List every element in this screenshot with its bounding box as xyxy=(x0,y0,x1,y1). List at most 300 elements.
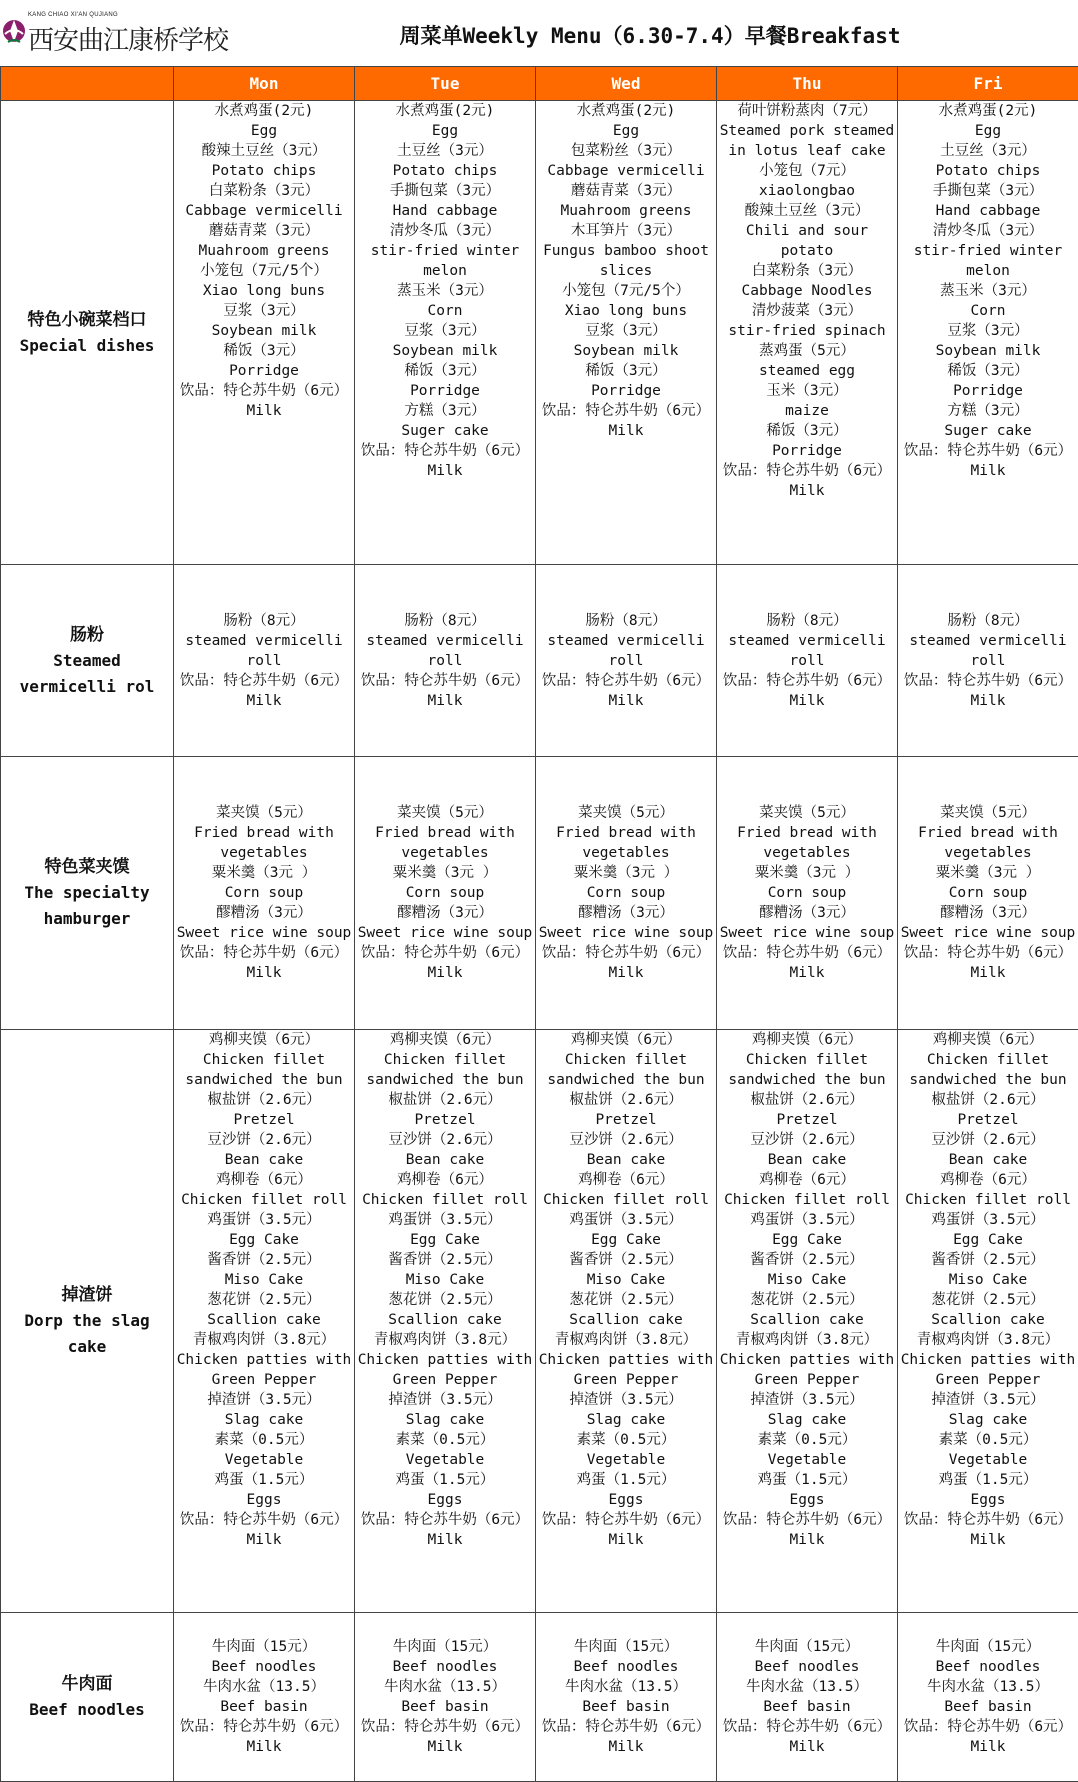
category-name-en: The specialty hamburger xyxy=(1,880,173,932)
menu-item: Chicken fillet roll xyxy=(355,1190,535,1210)
menu-item: 酱香饼（2.5元） xyxy=(174,1250,354,1270)
menu-item: 牛肉水盆（13.5） xyxy=(174,1677,354,1697)
menu-item: 醪糟汤（3元） xyxy=(355,903,535,923)
category-cell xyxy=(1,1030,174,1613)
menu-cell xyxy=(898,1613,1078,1782)
menu-item: Miso Cake xyxy=(355,1270,535,1290)
menu-item: 鸡蛋饼（3.5元） xyxy=(898,1210,1078,1230)
menu-item: Egg Cake xyxy=(174,1230,354,1250)
menu-item: 酱香饼（2.5元） xyxy=(355,1250,535,1270)
menu-item: 鸡蛋（1.5元） xyxy=(717,1470,897,1490)
menu-row xyxy=(1,1613,1078,1782)
menu-item: 菜夹馍（5元） xyxy=(355,803,535,823)
menu-item: Chicken patties with Green Pepper xyxy=(898,1350,1078,1390)
menu-item: 稀饭（3元） xyxy=(355,361,535,381)
menu-item: 饮品：特仑苏牛奶（6元） xyxy=(355,671,535,691)
menu-item: 鸡蛋（1.5元） xyxy=(174,1470,354,1490)
menu-item: 鸡柳夹馍（6元） xyxy=(174,1030,354,1050)
menu-item: Porridge xyxy=(898,381,1078,401)
menu-item: 鸡蛋（1.5元） xyxy=(355,1470,535,1490)
menu-item: Milk xyxy=(355,461,535,481)
menu-item: Muahroom greens xyxy=(536,201,716,221)
menu-item: 素菜（0.5元） xyxy=(536,1430,716,1450)
menu-item: Corn soup xyxy=(898,883,1078,903)
menu-item: Chicken fillet sandwiched the bun xyxy=(355,1050,535,1090)
menu-item: Beef noodles xyxy=(174,1657,354,1677)
menu-item: 醪糟汤（3元） xyxy=(717,903,897,923)
menu-item: Beef basin xyxy=(174,1697,354,1717)
menu-item: 素菜（0.5元） xyxy=(174,1430,354,1450)
menu-item: Vegetable xyxy=(174,1450,354,1470)
menu-item: 掉渣饼（3.5元） xyxy=(174,1390,354,1410)
menu-cell xyxy=(898,1030,1078,1613)
menu-cell xyxy=(536,757,717,1030)
category-name-en: Dorp the slag cake xyxy=(1,1308,173,1360)
menu-item: Vegetable xyxy=(355,1450,535,1470)
menu-item: Milk xyxy=(174,691,354,711)
page-title: 周菜单Weekly Menu（6.30-7.4）早餐Breakfast xyxy=(250,20,1050,50)
menu-item: 肠粉（8元） xyxy=(717,611,897,631)
day-header: Wed xyxy=(536,67,717,101)
menu-item: 鸡蛋饼（3.5元） xyxy=(717,1210,897,1230)
menu-item: Milk xyxy=(717,1737,897,1757)
menu-item: 青椒鸡肉饼（3.8元） xyxy=(536,1330,716,1350)
menu-item: Corn soup xyxy=(355,883,535,903)
menu-item: Cabbage vermicelli xyxy=(536,161,716,181)
menu-item: Sweet rice wine soup xyxy=(355,923,535,943)
menu-item: 蒸玉米（3元） xyxy=(355,281,535,301)
menu-item: 饮品：特仑苏牛奶（6元） xyxy=(898,943,1078,963)
menu-item: 鸡蛋饼（3.5元） xyxy=(536,1210,716,1230)
menu-item: Bean cake xyxy=(898,1150,1078,1170)
menu-item: 清炒冬瓜（3元） xyxy=(898,221,1078,241)
menu-item: Porridge xyxy=(717,441,897,461)
menu-item: 包菜粉丝（3元） xyxy=(536,141,716,161)
menu-item: 清炒菠菜（3元） xyxy=(717,301,897,321)
menu-item: 鸡柳卷（6元） xyxy=(898,1170,1078,1190)
day-header: Tue xyxy=(355,67,536,101)
menu-item: 葱花饼（2.5元） xyxy=(174,1290,354,1310)
menu-item: Bean cake xyxy=(355,1150,535,1170)
menu-item: 饮品：特仑苏牛奶（6元） xyxy=(174,943,354,963)
menu-item: Milk xyxy=(898,691,1078,711)
menu-item: 鸡柳夹馍（6元） xyxy=(536,1030,716,1050)
menu-item: Egg Cake xyxy=(536,1230,716,1250)
menu-item: Eggs xyxy=(536,1490,716,1510)
menu-item: 小笼包（7元/5个） xyxy=(536,281,716,301)
menu-item: Eggs xyxy=(174,1490,354,1510)
menu-item: Pretzel xyxy=(355,1110,535,1130)
menu-item: Suger cake xyxy=(898,421,1078,441)
menu-item: Chicken fillet roll xyxy=(174,1190,354,1210)
menu-item: 椒盐饼（2.6元） xyxy=(536,1090,716,1110)
menu-item: Beef noodles xyxy=(355,1657,535,1677)
menu-item: Beef basin xyxy=(717,1697,897,1717)
menu-item: 肠粉（8元） xyxy=(898,611,1078,631)
menu-item: maize xyxy=(717,401,897,421)
menu-item: 鸡柳夹馍（6元） xyxy=(898,1030,1078,1050)
menu-item: 小笼包（7元/5个） xyxy=(174,261,354,281)
menu-item: 豆沙饼（2.6元） xyxy=(717,1130,897,1150)
menu-cell xyxy=(717,1613,898,1782)
menu-cell xyxy=(717,757,898,1030)
menu-item: Milk xyxy=(174,401,354,421)
menu-item: Soybean milk xyxy=(174,321,354,341)
menu-item: 青椒鸡肉饼（3.8元） xyxy=(355,1330,535,1350)
menu-item: 椒盐饼（2.6元） xyxy=(717,1090,897,1110)
menu-item: 酱香饼（2.5元） xyxy=(717,1250,897,1270)
menu-item: Egg Cake xyxy=(898,1230,1078,1250)
day-header: Fri xyxy=(898,67,1078,101)
menu-item: Miso Cake xyxy=(536,1270,716,1290)
menu-item: Chicken fillet sandwiched the bun xyxy=(717,1050,897,1090)
menu-item: 水煮鸡蛋(2元) xyxy=(355,101,535,121)
category-name-en: Special dishes xyxy=(1,333,173,359)
menu-item: 青椒鸡肉饼（3.8元） xyxy=(717,1330,897,1350)
menu-item: Eggs xyxy=(898,1490,1078,1510)
menu-item: Beef noodles xyxy=(536,1657,716,1677)
menu-item: Fried bread with vegetables xyxy=(898,823,1078,863)
menu-item: 酱香饼（2.5元） xyxy=(536,1250,716,1270)
menu-item: 鸡蛋饼（3.5元） xyxy=(355,1210,535,1230)
menu-item: Milk xyxy=(898,1737,1078,1757)
menu-item: Corn xyxy=(355,301,535,321)
menu-item: 豆浆（3元） xyxy=(536,321,716,341)
menu-item: Egg Cake xyxy=(717,1230,897,1250)
menu-item: Milk xyxy=(355,963,535,983)
menu-item: 饮品：特仑苏牛奶（6元） xyxy=(898,671,1078,691)
menu-item: 椒盐饼（2.6元） xyxy=(898,1090,1078,1110)
menu-item: 鸡柳夹馍（6元） xyxy=(355,1030,535,1050)
menu-item: 鸡蛋（1.5元） xyxy=(898,1470,1078,1490)
menu-item: 掉渣饼（3.5元） xyxy=(355,1390,535,1410)
menu-item: 水煮鸡蛋(2元) xyxy=(536,101,716,121)
menu-item: Xiao long buns xyxy=(536,301,716,321)
menu-item: 小笼包（7元） xyxy=(717,161,897,181)
menu-item: Miso Cake xyxy=(174,1270,354,1290)
menu-item: Chicken fillet roll xyxy=(898,1190,1078,1210)
menu-item: Chicken fillet sandwiched the bun xyxy=(536,1050,716,1090)
menu-item: 土豆丝（3元） xyxy=(355,141,535,161)
menu-item: steamed vermicelli roll xyxy=(898,631,1078,671)
menu-row xyxy=(1,101,1078,565)
menu-cell xyxy=(536,565,717,757)
page-header xyxy=(0,0,1078,66)
menu-item: Chili and sour potato xyxy=(717,221,897,261)
menu-cell xyxy=(536,1613,717,1782)
menu-item: Pretzel xyxy=(717,1110,897,1130)
menu-item: Cabbage vermicelli xyxy=(174,201,354,221)
menu-item: 牛肉水盆（13.5） xyxy=(355,1677,535,1697)
menu-item: 蒸玉米（3元） xyxy=(898,281,1078,301)
category-name-zh: 特色菜夹馍 xyxy=(1,854,173,880)
menu-cell xyxy=(174,565,355,757)
menu-cell xyxy=(536,1030,717,1613)
menu-item: Pretzel xyxy=(536,1110,716,1130)
menu-item: 饮品：特仑苏牛奶（6元） xyxy=(174,1510,354,1530)
menu-item: Porridge xyxy=(355,381,535,401)
school-logo xyxy=(0,6,210,54)
menu-item: Milk xyxy=(174,963,354,983)
menu-item: Chicken patties with Green Pepper xyxy=(174,1350,354,1390)
menu-item: 鸡柳夹馍（6元） xyxy=(717,1030,897,1050)
menu-item: 粟米羹（3元 ） xyxy=(536,863,716,883)
menu-item: Fried bread with vegetables xyxy=(536,823,716,863)
menu-item: 鸡蛋饼（3.5元） xyxy=(174,1210,354,1230)
menu-item: 豆沙饼（2.6元） xyxy=(355,1130,535,1150)
menu-item: Miso Cake xyxy=(898,1270,1078,1290)
category-name-zh: 牛肉面 xyxy=(1,1671,173,1697)
menu-item: 饮品：特仑苏牛奶（6元） xyxy=(174,381,354,401)
menu-item: Potato chips xyxy=(355,161,535,181)
menu-item: Fried bread with vegetables xyxy=(174,823,354,863)
menu-cell xyxy=(174,1030,355,1613)
menu-item: Steamed pork steamed in lotus leaf cake xyxy=(717,121,897,161)
menu-item: Milk xyxy=(355,691,535,711)
menu-item: 椒盐饼（2.6元） xyxy=(174,1090,354,1110)
menu-cell xyxy=(355,1613,536,1782)
menu-item: 饮品：特仑苏牛奶（6元） xyxy=(898,1717,1078,1737)
menu-item: Sweet rice wine soup xyxy=(536,923,716,943)
menu-item: 葱花饼（2.5元） xyxy=(355,1290,535,1310)
menu-item: 酸辣土豆丝（3元） xyxy=(174,141,354,161)
category-name-zh: 特色小碗菜档口 xyxy=(1,307,173,333)
menu-item: Chicken fillet roll xyxy=(717,1190,897,1210)
menu-item: Vegetable xyxy=(536,1450,716,1470)
menu-item: steamed vermicelli roll xyxy=(717,631,897,671)
menu-item: Eggs xyxy=(717,1490,897,1510)
menu-item: Bean cake xyxy=(717,1150,897,1170)
category-name-zh: 掉渣饼 xyxy=(1,1282,173,1308)
category-name-en: Beef noodles xyxy=(1,1697,173,1723)
day-header: Thu xyxy=(717,67,898,101)
menu-item: 掉渣饼（3.5元） xyxy=(898,1390,1078,1410)
menu-item: Bean cake xyxy=(536,1150,716,1170)
menu-item: Corn soup xyxy=(717,883,897,903)
menu-item: 饮品：特仑苏牛奶（6元） xyxy=(174,1717,354,1737)
menu-item: Egg xyxy=(898,121,1078,141)
menu-item: Scallion cake xyxy=(717,1310,897,1330)
menu-item: stir-fried spinach xyxy=(717,321,897,341)
menu-item: Fried bread with vegetables xyxy=(355,823,535,863)
menu-item: 饮品：特仑苏牛奶（6元） xyxy=(717,461,897,481)
menu-item: 饮品：特仑苏牛奶（6元） xyxy=(717,1510,897,1530)
menu-item: Miso Cake xyxy=(717,1270,897,1290)
menu-row xyxy=(1,565,1078,757)
menu-item: 粟米羹（3元 ） xyxy=(898,863,1078,883)
menu-item: Pretzel xyxy=(174,1110,354,1130)
menu-item: 牛肉面（15元） xyxy=(898,1637,1078,1657)
menu-item: Hand cabbage xyxy=(355,201,535,221)
menu-item: Bean cake xyxy=(174,1150,354,1170)
menu-item: 菜夹馍（5元） xyxy=(898,803,1078,823)
menu-item: 椒盐饼（2.6元） xyxy=(355,1090,535,1110)
menu-item: Vegetable xyxy=(717,1450,897,1470)
menu-item: Vegetable xyxy=(898,1450,1078,1470)
menu-item: Eggs xyxy=(355,1490,535,1510)
menu-item: xiaolongbao xyxy=(717,181,897,201)
menu-item: 素菜（0.5元） xyxy=(717,1430,897,1450)
menu-item: Egg xyxy=(355,121,535,141)
menu-item: Milk xyxy=(355,1737,535,1757)
menu-item: 鸡蛋（1.5元） xyxy=(536,1470,716,1490)
menu-item: 饮品：特仑苏牛奶（6元） xyxy=(717,1717,897,1737)
menu-item: Slag cake xyxy=(355,1410,535,1430)
menu-cell xyxy=(717,1030,898,1613)
logo-small-text: KANG CHIAO XI'AN QUJIANG xyxy=(28,12,118,18)
menu-item: 白菜粉条（3元） xyxy=(174,181,354,201)
menu-item: 白菜粉条（3元） xyxy=(717,261,897,281)
menu-item: 稀饭（3元） xyxy=(717,421,897,441)
menu-item: Slag cake xyxy=(898,1410,1078,1430)
menu-item: 饮品：特仑苏牛奶（6元） xyxy=(898,1510,1078,1530)
menu-item: 饮品：特仑苏牛奶（6元） xyxy=(355,1717,535,1737)
menu-item: steamed vermicelli roll xyxy=(355,631,535,671)
logo-school-name: 西安曲江康桥学校 xyxy=(28,20,228,57)
category-cell xyxy=(1,1613,174,1782)
menu-item: Corn soup xyxy=(536,883,716,903)
menu-item: 肠粉（8元） xyxy=(174,611,354,631)
menu-item: 蒸鸡蛋（5元） xyxy=(717,341,897,361)
menu-item: stir-fried winter melon xyxy=(898,241,1078,281)
menu-item: Chicken patties with Green Pepper xyxy=(536,1350,716,1390)
menu-item: 蘑菇青菜（3元） xyxy=(536,181,716,201)
menu-item: Porridge xyxy=(174,361,354,381)
menu-item: Soybean milk xyxy=(536,341,716,361)
menu-item: Egg Cake xyxy=(355,1230,535,1250)
menu-item: 手撕包菜（3元） xyxy=(355,181,535,201)
menu-item: 牛肉面（15元） xyxy=(174,1637,354,1657)
menu-item: 豆浆（3元） xyxy=(355,321,535,341)
menu-cell xyxy=(898,565,1078,757)
menu-item: Milk xyxy=(536,1530,716,1550)
menu-item: 饮品：特仑苏牛奶（6元） xyxy=(717,671,897,691)
menu-item: 豆沙饼（2.6元） xyxy=(898,1130,1078,1150)
menu-item: 掉渣饼（3.5元） xyxy=(536,1390,716,1410)
menu-item: 豆浆（3元） xyxy=(898,321,1078,341)
menu-item: Milk xyxy=(898,963,1078,983)
menu-item: Hand cabbage xyxy=(898,201,1078,221)
menu-item: 醪糟汤（3元） xyxy=(898,903,1078,923)
menu-item: 牛肉面（15元） xyxy=(717,1637,897,1657)
menu-item: 鸡柳卷（6元） xyxy=(717,1170,897,1190)
menu-item: Beef basin xyxy=(536,1697,716,1717)
menu-item: Sweet rice wine soup xyxy=(898,923,1078,943)
menu-item: Milk xyxy=(898,461,1078,481)
menu-item: 豆沙饼（2.6元） xyxy=(174,1130,354,1150)
menu-item: 饮品：特仑苏牛奶（6元） xyxy=(174,671,354,691)
menu-item: 葱花饼（2.5元） xyxy=(536,1290,716,1310)
corner-cell xyxy=(1,67,174,101)
menu-item: 牛肉面（15元） xyxy=(536,1637,716,1657)
menu-item: 鸡柳卷（6元） xyxy=(174,1170,354,1190)
menu-item: 粟米羹（3元 ） xyxy=(717,863,897,883)
menu-item: Fungus bamboo shoot slices xyxy=(536,241,716,281)
menu-row xyxy=(1,757,1078,1030)
menu-item: 水煮鸡蛋(2元) xyxy=(174,101,354,121)
menu-cell xyxy=(717,565,898,757)
menu-item: Muahroom greens xyxy=(174,241,354,261)
weekly-menu-table xyxy=(0,66,1078,1782)
menu-item: Suger cake xyxy=(355,421,535,441)
menu-item: Beef basin xyxy=(355,1697,535,1717)
menu-item: Milk xyxy=(355,1530,535,1550)
menu-item: 菜夹馍（5元） xyxy=(717,803,897,823)
menu-item: 玉米（3元） xyxy=(717,381,897,401)
menu-cell xyxy=(174,1613,355,1782)
menu-item: 荷叶饼粉蒸肉（7元） xyxy=(717,101,897,121)
menu-item: 醪糟汤（3元） xyxy=(174,903,354,923)
menu-item: stir-fried winter melon xyxy=(355,241,535,281)
menu-item: 青椒鸡肉饼（3.8元） xyxy=(898,1330,1078,1350)
menu-item: 素菜（0.5元） xyxy=(898,1430,1078,1450)
menu-item: 饮品：特仑苏牛奶（6元） xyxy=(536,401,716,421)
menu-item: 方糕（3元） xyxy=(898,401,1078,421)
menu-item: 素菜（0.5元） xyxy=(355,1430,535,1450)
menu-row xyxy=(1,1030,1078,1613)
menu-item: 方糕（3元） xyxy=(355,401,535,421)
menu-cell xyxy=(174,101,355,565)
category-cell xyxy=(1,101,174,565)
menu-item: 豆浆（3元） xyxy=(174,301,354,321)
menu-item: 饮品：特仑苏牛奶（6元） xyxy=(355,943,535,963)
menu-item: 饮品：特仑苏牛奶（6元） xyxy=(536,671,716,691)
menu-item: Potato chips xyxy=(174,161,354,181)
day-header-row xyxy=(1,67,1078,101)
menu-item: Scallion cake xyxy=(898,1310,1078,1330)
menu-item: Milk xyxy=(174,1737,354,1757)
menu-item: 粟米羹（3元 ） xyxy=(174,863,354,883)
menu-item: 饮品：特仑苏牛奶（6元） xyxy=(717,943,897,963)
menu-item: 酱香饼（2.5元） xyxy=(898,1250,1078,1270)
menu-item: Milk xyxy=(536,691,716,711)
menu-item: Xiao long buns xyxy=(174,281,354,301)
menu-item: 鸡柳卷（6元） xyxy=(536,1170,716,1190)
menu-item: 肠粉（8元） xyxy=(536,611,716,631)
menu-item: steamed vermicelli roll xyxy=(174,631,354,671)
menu-item: 牛肉水盆（13.5） xyxy=(536,1677,716,1697)
menu-item: Slag cake xyxy=(536,1410,716,1430)
menu-cell xyxy=(717,101,898,565)
menu-item: 饮品：特仑苏牛奶（6元） xyxy=(898,441,1078,461)
school-logo-icon xyxy=(2,12,26,50)
menu-item: 牛肉水盆（13.5） xyxy=(898,1677,1078,1697)
menu-cell xyxy=(355,565,536,757)
menu-item: 饮品：特仑苏牛奶（6元） xyxy=(355,441,535,461)
menu-item: Beef noodles xyxy=(898,1657,1078,1677)
menu-item: Milk xyxy=(717,963,897,983)
menu-item: Milk xyxy=(717,481,897,501)
menu-item: Chicken patties with Green Pepper xyxy=(717,1350,897,1390)
menu-item: 稀饭（3元） xyxy=(536,361,716,381)
menu-item: Sweet rice wine soup xyxy=(717,923,897,943)
menu-item: Chicken fillet sandwiched the bun xyxy=(174,1050,354,1090)
menu-item: 掉渣饼（3.5元） xyxy=(717,1390,897,1410)
menu-item: 饮品：特仑苏牛奶（6元） xyxy=(355,1510,535,1530)
menu-item: Milk xyxy=(536,1737,716,1757)
menu-cell xyxy=(355,757,536,1030)
menu-item: 饮品：特仑苏牛奶（6元） xyxy=(536,1510,716,1530)
menu-item: Egg xyxy=(174,121,354,141)
menu-cell xyxy=(355,101,536,565)
menu-item: 蘑菇青菜（3元） xyxy=(174,221,354,241)
menu-item: 粟米羹（3元 ） xyxy=(355,863,535,883)
menu-item: steamed egg xyxy=(717,361,897,381)
menu-item: Egg xyxy=(536,121,716,141)
menu-item: Sweet rice wine soup xyxy=(174,923,354,943)
menu-item: Chicken patties with Green Pepper xyxy=(355,1350,535,1390)
menu-item: 水煮鸡蛋(2元) xyxy=(898,101,1078,121)
